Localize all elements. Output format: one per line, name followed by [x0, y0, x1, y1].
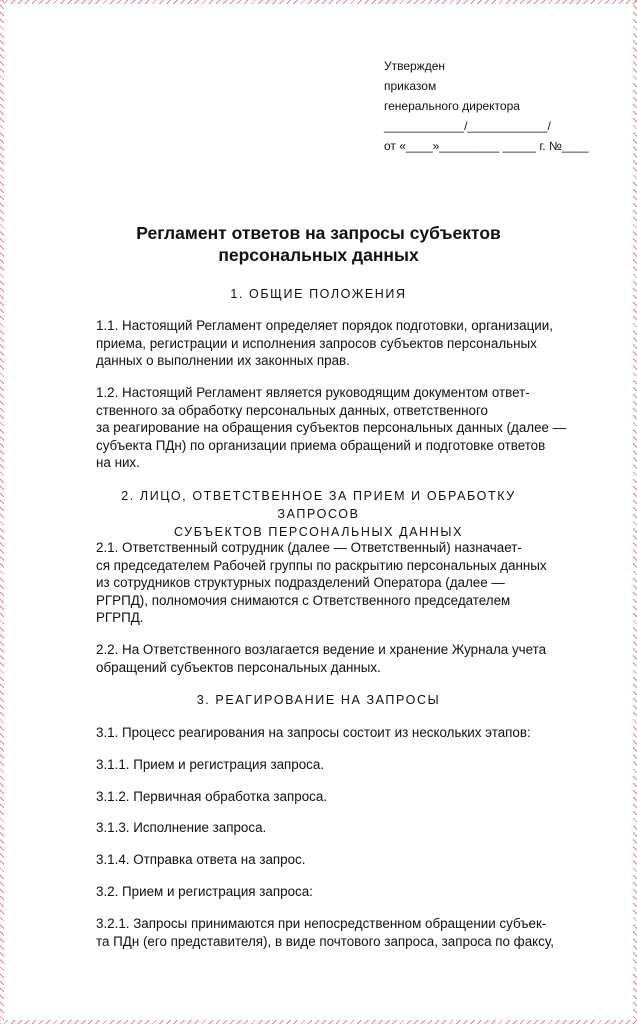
paragraph-3-1-3: 3.1.3. Исполнение запроса.	[96, 820, 267, 835]
paragraph-3-1-4: 3.1.4. Отправка ответа на запрос.	[96, 852, 306, 867]
text-line: за реагирование на обращения субъектов персональных данных (далее —	[96, 420, 567, 436]
section-heading-2	[80, 487, 557, 541]
text-line: РГРПД), полномочия снимаются с Ответственного председателем	[96, 592, 511, 608]
paragraph-3-1-2: 3.1.2. Первичная обработка запроса.	[96, 789, 328, 804]
text-line: ственного за обработку персональных данных, ответственного	[96, 402, 488, 418]
section-heading-1: 1. ОБЩИЕ ПОЛОЖЕНИЯ	[230, 287, 407, 301]
section-heading-line: СУБЪЕКТОВ ПЕРСОНАЛЬНЫХ ДАННЫХ	[173, 525, 464, 539]
text-line: на них.	[96, 455, 140, 471]
text-line: субъекта ПДн) по организации приема обращений и подготовке ответов	[96, 437, 546, 453]
text-line: 1.1. Настоящий Регламент определяет порядок подготовки, организации,	[96, 318, 553, 333]
paragraph-3-2-1	[96, 915, 601, 950]
document-title	[60, 222, 577, 266]
section-heading-line: 2. ЛИЦО, ОТВЕТСТВЕННОЕ ЗА ПРИЕМ И ОБРАБОТКУ ЗАПРОСОВ	[121, 489, 516, 521]
text-line: 3.2.1. Запросы принимаются при непосредственном обращении субъек-	[96, 916, 547, 931]
title-line: Регламент ответов на запросы субъектов	[136, 223, 501, 243]
text-line: 1.2. Настоящий Регламент является руководящим документом ответ-	[96, 385, 530, 400]
text-line: данных о выполнении их законных прав.	[96, 353, 350, 369]
text-line: ся председателем Рабочей группы по раскрытию персональных данных	[96, 557, 547, 573]
text-line: обращений субъектов персональных данных.	[96, 659, 381, 675]
title-line: персональных данных	[218, 245, 419, 265]
section-heading-3: 3. РЕАГИРОВАНИЕ НА ЗАПРОСЫ	[196, 693, 441, 707]
paragraph-2-2	[96, 641, 601, 676]
paragraph-3-2: 3.2. Прием и регистрация запроса:	[96, 884, 313, 899]
decorative-border-top	[0, 0, 637, 4]
text-line: приема, регистрации и исполнения запросов субъектов персональных	[96, 335, 537, 351]
approval-line: Утвержден	[384, 59, 446, 73]
approval-block	[384, 56, 614, 156]
text-line: из сотрудников структурных подразделений Оператора (далее —	[96, 575, 505, 591]
approval-line: приказом	[384, 79, 437, 93]
approval-signature-line: ____________/____________/	[384, 119, 551, 133]
paragraph-1-1	[96, 317, 601, 370]
approval-date-line: от «____»_________ _____ г. №____	[384, 139, 589, 153]
text-line: 2.1. Ответственный сотрудник (далее — Ответственный) назначает-	[96, 540, 522, 555]
text-line: та ПДн (его представителя), в виде почтового запроса, запроса по факсу,	[96, 933, 554, 949]
text-line: РГРПД.	[96, 610, 144, 626]
paragraph-1-2	[96, 384, 601, 472]
decorative-border-left	[0, 0, 4, 1024]
approval-line: генерального директора	[384, 99, 520, 113]
text-line: 2.2. На Ответственного возлагается ведение и хранение Журнала учета	[96, 642, 547, 657]
paragraph-3-1: 3.1. Процесс реагирования на запросы состоит из нескольких этапов:	[96, 725, 531, 740]
paragraph-3-1-1: 3.1.1. Прием и регистрация запроса.	[96, 757, 325, 772]
decorative-border-bottom	[0, 1020, 637, 1024]
decorative-border-right	[633, 0, 637, 1024]
paragraph-2-1	[96, 539, 601, 627]
